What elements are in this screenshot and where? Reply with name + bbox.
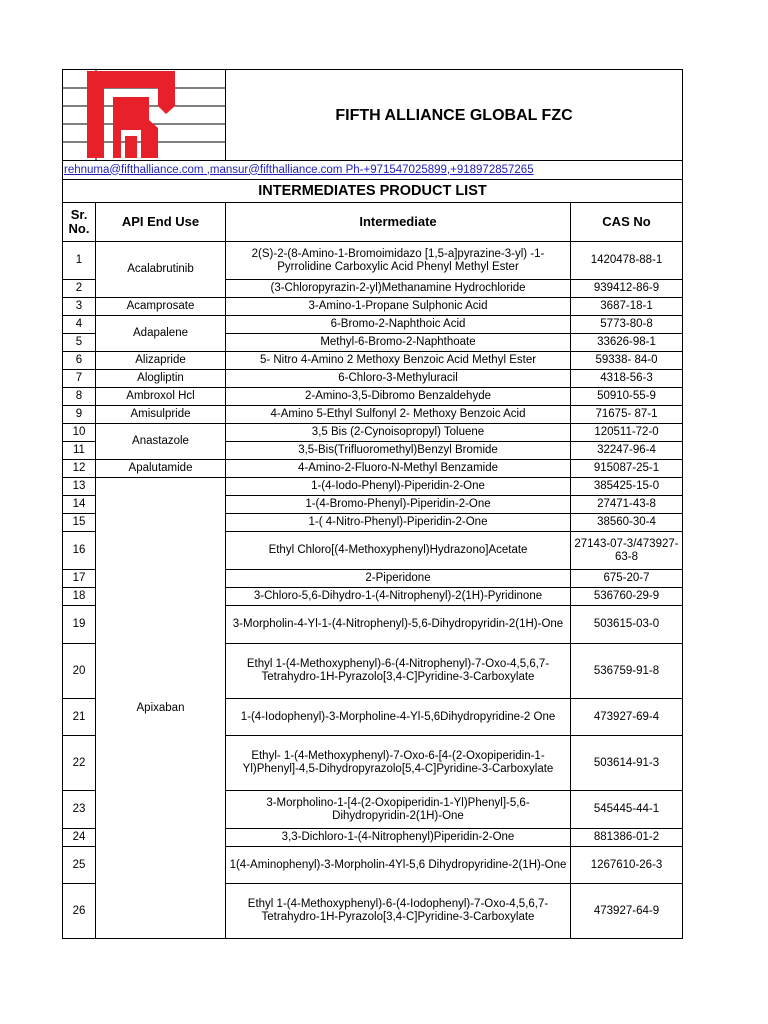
contact-info-link[interactable]: rehnuma@fifthalliance.com ,mansur@fifthalliance.com Ph-+971547025899,+918972857265 <box>64 163 534 176</box>
sr-cell: 9 <box>63 406 96 424</box>
list-title: INTERMEDIATES PRODUCT LIST <box>63 180 683 203</box>
intermediate-cell: 1-(4-Bromo-Phenyl)-Piperidin-2-One <box>226 496 571 514</box>
api-cell: Apixaban <box>96 478 226 939</box>
cas-cell: 120511-72-0 <box>571 424 683 442</box>
product-list-table <box>62 69 683 939</box>
cas-cell: 38560-30-4 <box>571 514 683 532</box>
intermediate-cell: 1(4-Aminophenyl)-3-Morpholin-4Yl-5,6 Dihydropyridine-2(1H)-One <box>226 847 571 884</box>
cas-cell: 5773-80-8 <box>571 316 683 334</box>
contact-row <box>63 161 683 180</box>
cas-cell: 473927-64-9 <box>571 884 683 939</box>
intermediate-cell: 2-Piperidone <box>226 570 571 588</box>
intermediate-cell: Ethyl Chloro[(4-Methoxyphenyl)Hydrazono]Acetate <box>226 532 571 570</box>
sr-cell: 21 <box>63 699 96 736</box>
intermediate-cell: 3-Morpholino-1-[4-(2-Oxopiperidin-1-Yl)Phenyl]-5,6-Dihydropyridin-2(1H)-One <box>226 791 571 829</box>
intermediate-cell: 1-( 4-Nitro-Phenyl)-Piperidin-2-One <box>226 514 571 532</box>
cas-cell: 59338- 84-0 <box>571 352 683 370</box>
cas-cell: 881386-01-2 <box>571 829 683 847</box>
intermediate-cell: 3-Morpholin-4-Yl-1-(4-Nitrophenyl)-5,6-Dihydropyridin-2(1H)-One <box>226 606 571 644</box>
cas-cell: 71675- 87-1 <box>571 406 683 424</box>
intermediate-cell: 3,3-Dichloro-1-(4-Nitrophenyl)Piperidin-2-One <box>226 829 571 847</box>
sr-cell: 3 <box>63 298 96 316</box>
sr-cell: 7 <box>63 370 96 388</box>
sr-cell: 16 <box>63 532 96 570</box>
intermediate-cell: (3-Chloropyrazin-2-yl)Methanamine Hydrochloride <box>226 280 571 298</box>
sr-cell: 5 <box>63 334 96 352</box>
cas-cell: 473927-69-4 <box>571 699 683 736</box>
cas-cell: 50910-55-9 <box>571 388 683 406</box>
column-header-cas-no: CAS No <box>571 203 683 242</box>
cas-cell: 536759-91-8 <box>571 644 683 699</box>
intermediate-cell: Methyl-6-Bromo-2-Naphthoate <box>226 334 571 352</box>
column-header-sr-no: Sr. No. <box>63 203 96 242</box>
intermediate-cell: 4-Amino-2-Fluoro-N-Methyl Benzamide <box>226 460 571 478</box>
cas-cell: 33626-98-1 <box>571 334 683 352</box>
cas-cell: 939412-86-9 <box>571 280 683 298</box>
api-cell: Ambroxol Hcl <box>96 388 226 406</box>
cas-cell: 1420478-88-1 <box>571 242 683 280</box>
cas-cell: 503614-91-3 <box>571 736 683 791</box>
intermediate-cell: 5- Nitro 4-Amino 2 Methoxy Benzoic Acid Methyl Ester <box>226 352 571 370</box>
sr-cell: 17 <box>63 570 96 588</box>
intermediate-cell: 3,5 Bis (2-Cynoisopropyl) Toluene <box>226 424 571 442</box>
cas-cell: 675-20-7 <box>571 570 683 588</box>
intermediate-cell: Ethyl 1-(4-Methoxyphenyl)-6-(4-Nitrophenyl)-7-Oxo-4,5,6,7-Tetrahydro-1H-Pyrazolo[3,4-C]Pyridine-3-Carboxylate <box>226 644 571 699</box>
intermediate-cell: 6-Bromo-2-Naphthoic Acid <box>226 316 571 334</box>
api-cell: Acamprosate <box>96 298 226 316</box>
sr-cell: 19 <box>63 606 96 644</box>
sr-cell: 1 <box>63 242 96 280</box>
sr-cell: 26 <box>63 884 96 939</box>
sr-cell: 15 <box>63 514 96 532</box>
cas-cell: 503615-03-0 <box>571 606 683 644</box>
sr-cell: 20 <box>63 644 96 699</box>
cas-cell: 385425-15-0 <box>571 478 683 496</box>
intermediate-cell: 1-(4-Iodo-Phenyl)-Piperidin-2-One <box>226 478 571 496</box>
cas-cell: 915087-25-1 <box>571 460 683 478</box>
api-cell: Alizapride <box>96 352 226 370</box>
column-header-api-end-use: API End Use <box>96 203 226 242</box>
intermediate-cell: 2-Amino-3,5-Dibromo Benzaldehyde <box>226 388 571 406</box>
api-cell: Adapalene <box>96 316 226 352</box>
sr-cell: 11 <box>63 442 96 460</box>
api-cell: Alogliptin <box>96 370 226 388</box>
sr-cell: 25 <box>63 847 96 884</box>
column-header-intermediate: Intermediate <box>226 203 571 242</box>
intermediate-cell: 3-Amino-1-Propane Sulphonic Acid <box>226 298 571 316</box>
intermediate-cell: Ethyl 1-(4-Methoxyphenyl)-6-(4-Iodophenyl)-7-Oxo-4,5,6,7-Tetrahydro-1H-Pyrazolo[3,4-C]Pyridine-3-Carboxylate <box>226 884 571 939</box>
company-name: FIFTH ALLIANCE GLOBAL FZC <box>226 70 683 161</box>
api-cell: Apalutamide <box>96 460 226 478</box>
sr-cell: 14 <box>63 496 96 514</box>
intermediate-cell: 6-Chloro-3-Methyluracil <box>226 370 571 388</box>
intermediate-cell: 3,5-Bis(Trifluoromethyl)Benzyl Bromide <box>226 442 571 460</box>
intermediate-cell: 2(S)-2-(8-Amino-1-Bromoimidazo [1,5-a]pyrazine-3-yl) -1-Pyrrolidine Carboxylic Acid Phenyl Methyl Ester <box>226 242 571 280</box>
sr-cell: 18 <box>63 588 96 606</box>
cas-cell: 1267610-26-3 <box>571 847 683 884</box>
cas-cell: 536760-29-9 <box>571 588 683 606</box>
cas-cell: 3687-18-1 <box>571 298 683 316</box>
cas-cell: 32247-96-4 <box>571 442 683 460</box>
sr-cell: 6 <box>63 352 96 370</box>
sr-cell: 22 <box>63 736 96 791</box>
sr-cell: 4 <box>63 316 96 334</box>
cas-cell: 4318-56-3 <box>571 370 683 388</box>
intermediate-cell: 1-(4-Iodophenyl)-3-Morpholine-4-Yl-5,6Dihydropyridine-2 One <box>226 699 571 736</box>
sr-cell: 23 <box>63 791 96 829</box>
api-cell: Acalabrutinib <box>96 242 226 298</box>
api-cell: Amisulpride <box>96 406 226 424</box>
sr-cell: 13 <box>63 478 96 496</box>
sr-cell: 24 <box>63 829 96 847</box>
logo-cell <box>63 70 226 161</box>
intermediate-cell: 3-Chloro-5,6-Dihydro-1-(4-Nitrophenyl)-2(1H)-Pyridinone <box>226 588 571 606</box>
cas-cell: 545445-44-1 <box>571 791 683 829</box>
intermediate-cell: Ethyl- 1-(4-Methoxyphenyl)-7-Oxo-6-[4-(2-Oxopiperidin-1-Yl)Phenyl]-4,5-Dihydropyrazolo[5,4-C]Pyridine-3-Carboxylate <box>226 736 571 791</box>
sr-cell: 8 <box>63 388 96 406</box>
cas-cell: 27143-07-3/473927-63-8 <box>571 532 683 570</box>
fifth-alliance-logo <box>63 70 226 160</box>
intermediate-cell: 4-Amino 5-Ethyl Sulfonyl 2- Methoxy Benzoic Acid <box>226 406 571 424</box>
api-cell: Anastazole <box>96 424 226 460</box>
sr-cell: 10 <box>63 424 96 442</box>
cas-cell: 27471-43-8 <box>571 496 683 514</box>
sr-cell: 2 <box>63 280 96 298</box>
sr-cell: 12 <box>63 460 96 478</box>
